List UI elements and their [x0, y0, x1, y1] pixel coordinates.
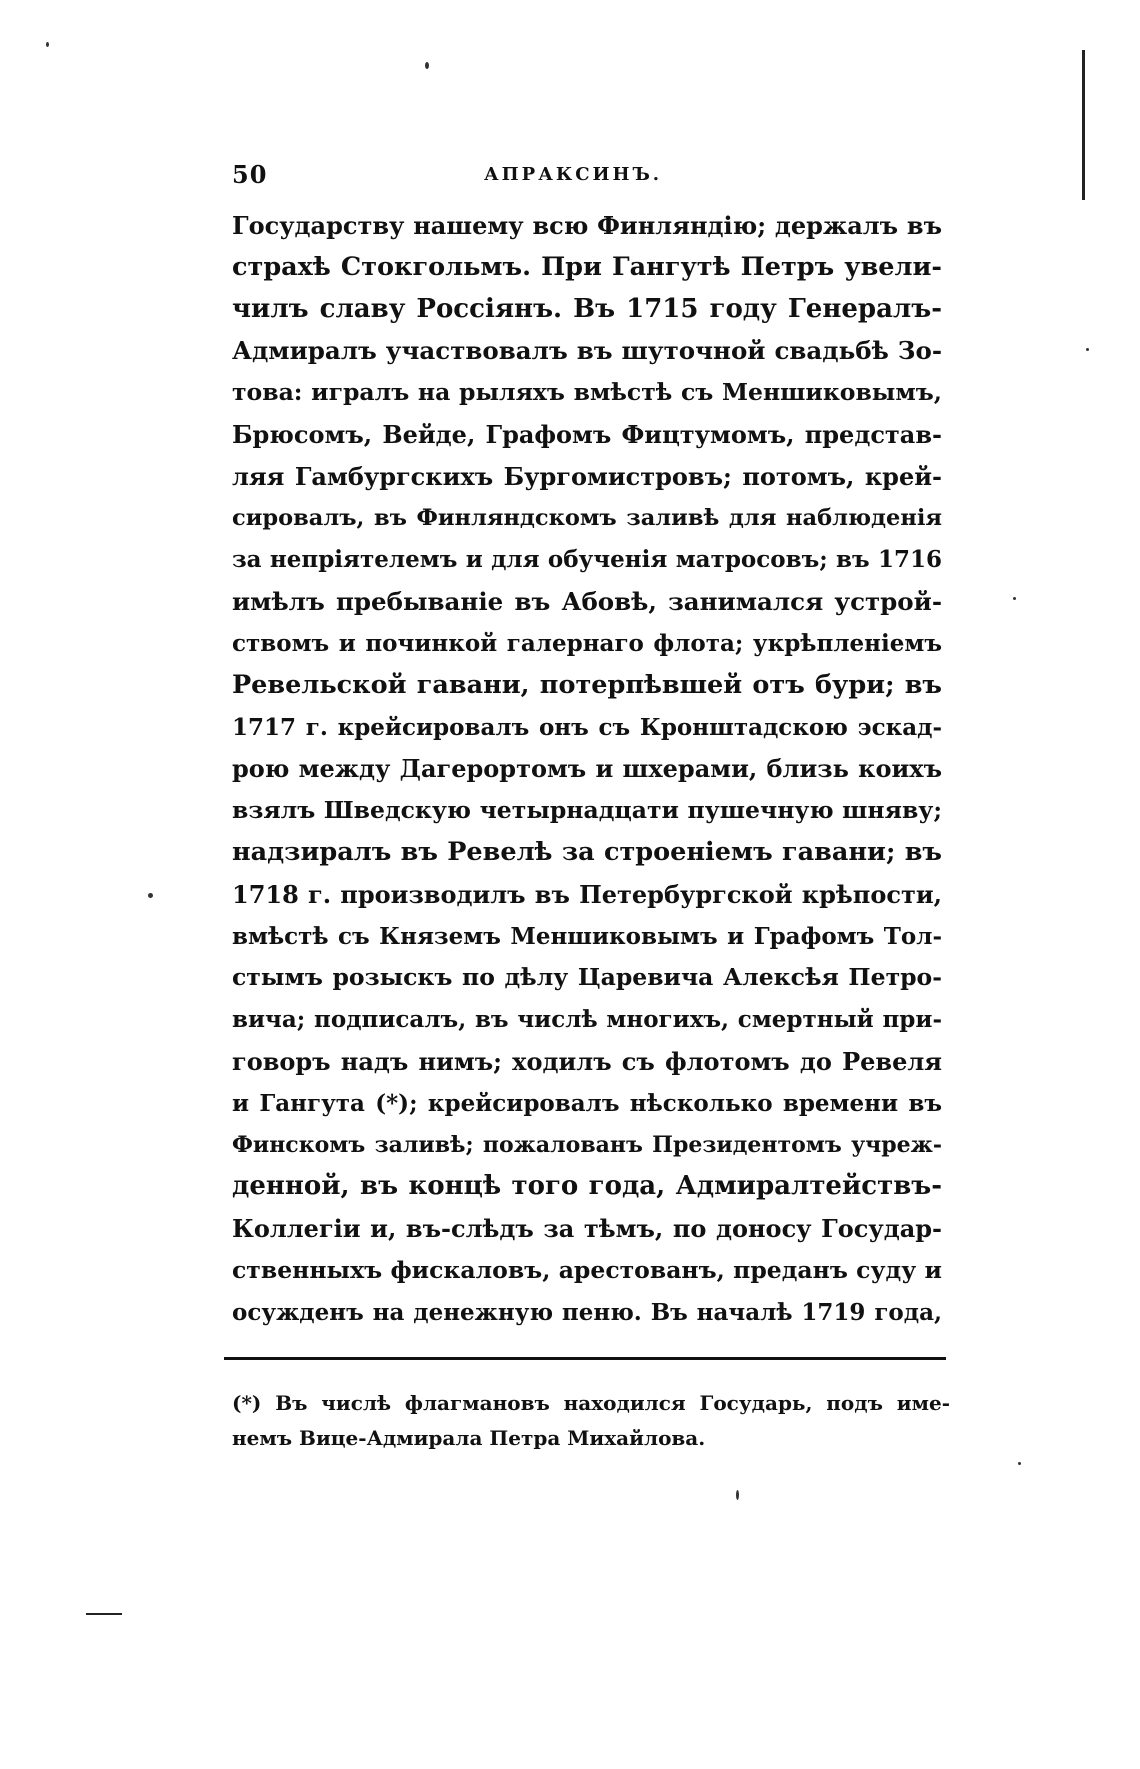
scan-speck	[736, 1490, 739, 1500]
text-line: Государству нашему всю Финляндію; держалъ въ	[232, 211, 942, 240]
text-line: рою между Дагерортомъ и шхерами, близь коихъ	[232, 754, 942, 784]
text-line: Брюсомъ, Вейде, Графомъ Фицтумомъ, представ-	[232, 419, 942, 449]
scan-speck	[1013, 597, 1016, 600]
scan-speck	[46, 42, 49, 47]
text-line: денной, въ концѣ того года, Адмиралтействъ-	[232, 1171, 942, 1202]
text-line: Ревельской гавани, потерпѣвшей отъ бури; въ	[232, 669, 942, 700]
text-line: надзиралъ въ Ревелѣ за строеніемъ гавани; въ	[232, 836, 942, 867]
text-line: ственныхъ фискаловъ, арестованъ, преданъ суду и	[232, 1255, 942, 1284]
text-line: Коллегіи и, въ-слѣдъ за тѣмъ, по доносу Государ-	[232, 1214, 942, 1244]
text-line: чилъ славу Россіянъ. Въ 1715 году Генералъ-	[232, 293, 942, 324]
text-line: сировалъ, въ Финляндскомъ заливѣ для наблюденія	[232, 504, 942, 531]
scan-edge-mark	[1082, 50, 1085, 200]
page-number: 50	[232, 160, 268, 189]
scan-speck	[1086, 348, 1089, 351]
text-line: 1718 г. производилъ въ Петербургской крѣпости,	[232, 879, 942, 909]
text-line: Адмиралъ участвовалъ въ шуточной свадьбѣ Зо-	[232, 336, 942, 366]
text-line: вмѣстѣ съ Княземъ Меншиковымъ и Графомъ Тол-	[232, 922, 942, 950]
text-line: говоръ надъ нимъ; ходилъ съ флотомъ до Ревеля	[232, 1046, 942, 1076]
text-line: имѣлъ пребываніе въ Абовѣ, занимался устрой-	[232, 587, 942, 617]
text-line: Финскомъ заливѣ; пожалованъ Президентомъ учреж-	[232, 1131, 942, 1158]
scan-speck	[148, 893, 153, 898]
footnote-rule	[224, 1357, 946, 1360]
footnote-line: (*) Въ числѣ флагмановъ находился Государь, подъ име-	[232, 1391, 950, 1415]
text-line: и Гангута (*); крейсировалъ нѣсколько времени въ	[232, 1089, 942, 1117]
text-line: осужденъ на денежную пеню. Въ началѣ 1719 года,	[232, 1298, 942, 1326]
text-line: 1717 г. крейсировалъ онъ съ Кронштадскою эскад-	[232, 713, 942, 741]
text-line: за непріятелемъ и для обученія матросовъ; въ 1716	[232, 546, 942, 574]
running-head	[232, 160, 942, 194]
scan-speck	[1018, 1462, 1021, 1465]
scan-dash	[86, 1613, 122, 1615]
body-text	[232, 205, 942, 1334]
text-line: вича; подписалъ, въ числѣ многихъ, смертный при-	[232, 1006, 942, 1034]
text-line: стымъ розыскъ по дѣлу Царевича Алексѣя Петро-	[232, 963, 942, 992]
text-line: ляя Гамбургскихъ Бургомистровъ; потомъ, крей-	[232, 461, 942, 491]
text-line: страхѣ Стокгольмъ. При Гангутѣ Петръ увели-	[232, 251, 942, 282]
text-line: ствомъ и починкой галернаго флота; укрѣпленіемъ	[232, 629, 942, 657]
footnote-line: немъ Вице-Адмирала Петра Михайлова.	[232, 1426, 706, 1450]
text-line: това: игралъ на рыляхъ вмѣстѣ съ Меншиковымъ,	[232, 378, 942, 407]
footnote	[232, 1386, 950, 1456]
running-title: АПРАКСИНЪ.	[484, 164, 663, 185]
text-line: взялъ Шведскую четырнадцати пушечную шняву;	[232, 796, 942, 825]
scan-speck	[425, 62, 429, 69]
